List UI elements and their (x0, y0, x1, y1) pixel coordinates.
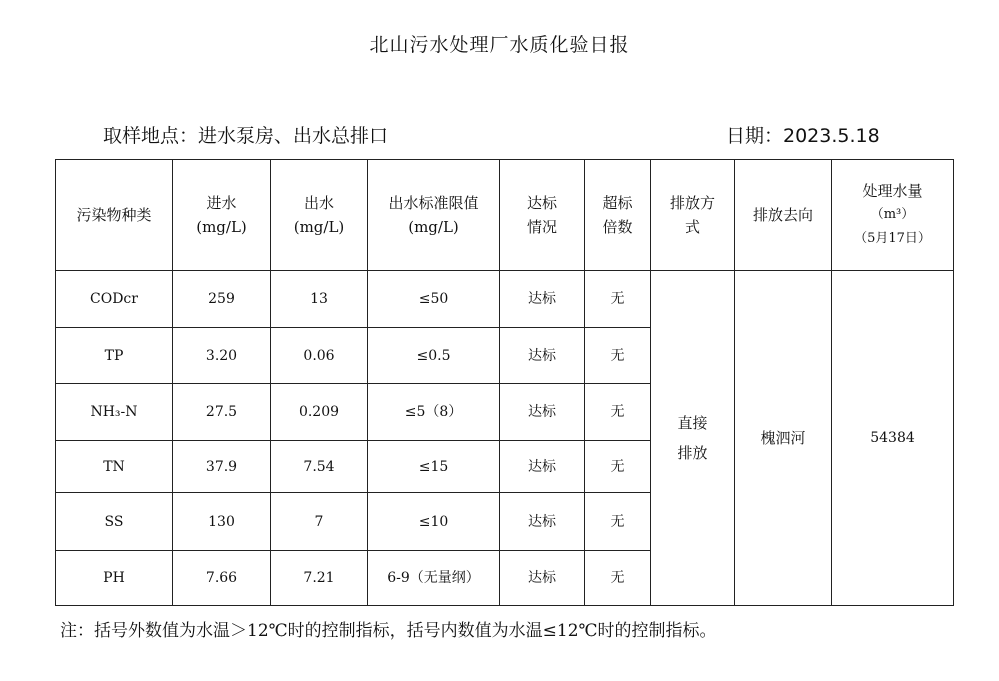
cell-exceed: 无 (585, 384, 651, 441)
cell-outflow: 13 (271, 271, 368, 328)
cell-treated-volume: 54384 (832, 271, 954, 606)
cell-compliance: 达标 (500, 384, 585, 441)
header-volume-unit: （m³） (870, 207, 915, 222)
header-compliance-line2: 情况 (526, 218, 557, 236)
cell-exceed: 无 (585, 328, 651, 384)
cell-limit: ≤50 (368, 271, 500, 328)
cell-inflow: 27.5 (173, 384, 271, 441)
cell-pollutant: CODcr (56, 271, 173, 328)
sampling-location: 取样地点：进水泵房、出水总排口 (103, 125, 389, 147)
cell-outflow: 7.21 (271, 551, 368, 606)
cell-exceed: 无 (585, 441, 651, 493)
header-limit-unit: (mg/L) (408, 218, 459, 236)
cell-discharge-mode (651, 271, 735, 606)
header-discharge-mode-line1: 排放方 (669, 194, 715, 212)
cell-pollutant: TP (56, 328, 173, 384)
cell-pollutant: PH (56, 551, 173, 606)
cell-compliance: 达标 (500, 551, 585, 606)
header-volume-label: 处理水量 (862, 182, 923, 200)
cell-exceed: 无 (585, 551, 651, 606)
header-inflow-unit: (mg/L) (196, 218, 247, 236)
cell-outflow: 7 (271, 493, 368, 551)
cell-inflow: 130 (173, 493, 271, 551)
cell-compliance: 达标 (500, 493, 585, 551)
header-limit-label: 出水标准限值 (388, 194, 479, 212)
header-volume-date: （5月17日） (854, 231, 931, 246)
cell-limit: ≤10 (368, 493, 500, 551)
header-row (56, 160, 954, 271)
cell-pollutant: SS (56, 493, 173, 551)
cell-outflow: 0.209 (271, 384, 368, 441)
cell-compliance: 达标 (500, 271, 585, 328)
cell-limit: ≤5（8） (368, 384, 500, 441)
cell-inflow: 259 (173, 271, 271, 328)
header-compliance (500, 160, 585, 271)
report-title: 北山污水处理厂水质化验日报 (369, 34, 630, 56)
cell-pollutant: TN (56, 441, 173, 493)
cell-pollutant: NH₃-N (56, 384, 173, 441)
water-quality-table (55, 159, 954, 606)
cell-limit: ≤15 (368, 441, 500, 493)
header-outflow-label: 出水 (303, 194, 334, 212)
discharge-mode-line2: 排放 (677, 444, 708, 462)
header-inflow-label: 进水 (206, 194, 237, 212)
cell-inflow: 37.9 (173, 441, 271, 493)
cell-inflow: 7.66 (173, 551, 271, 606)
header-outflow (271, 160, 368, 271)
header-exceed-line2: 倍数 (602, 218, 633, 236)
cell-limit: 6-9（无量纲） (368, 551, 500, 606)
report-date: 日期：2023.5.18 (726, 125, 880, 147)
cell-limit: ≤0.5 (368, 328, 500, 384)
cell-discharge-dest: 槐泗河 (735, 271, 832, 606)
cell-exceed: 无 (585, 271, 651, 328)
cell-inflow: 3.20 (173, 328, 271, 384)
cell-compliance: 达标 (500, 328, 585, 384)
cell-outflow: 7.54 (271, 441, 368, 493)
table-row (56, 271, 954, 328)
header-exceed (585, 160, 651, 271)
header-exceed-line1: 超标 (602, 194, 633, 212)
header-inflow (173, 160, 271, 271)
header-discharge-dest: 排放去向 (735, 160, 832, 271)
cell-outflow: 0.06 (271, 328, 368, 384)
cell-exceed: 无 (585, 493, 651, 551)
header-pollutant: 污染物种类 (56, 160, 173, 271)
discharge-mode-line1: 直接 (677, 414, 708, 432)
header-compliance-line1: 达标 (526, 194, 557, 212)
header-limit (368, 160, 500, 271)
header-discharge-mode (651, 160, 735, 271)
header-volume (832, 160, 954, 271)
header-outflow-unit: (mg/L) (293, 218, 345, 236)
footnote: 注：括号外数值为水温＞12℃时的控制指标，括号内数值为水温≤12℃时的控制指标。 (60, 621, 717, 641)
header-discharge-mode-line2: 式 (684, 218, 700, 236)
cell-compliance: 达标 (500, 441, 585, 493)
